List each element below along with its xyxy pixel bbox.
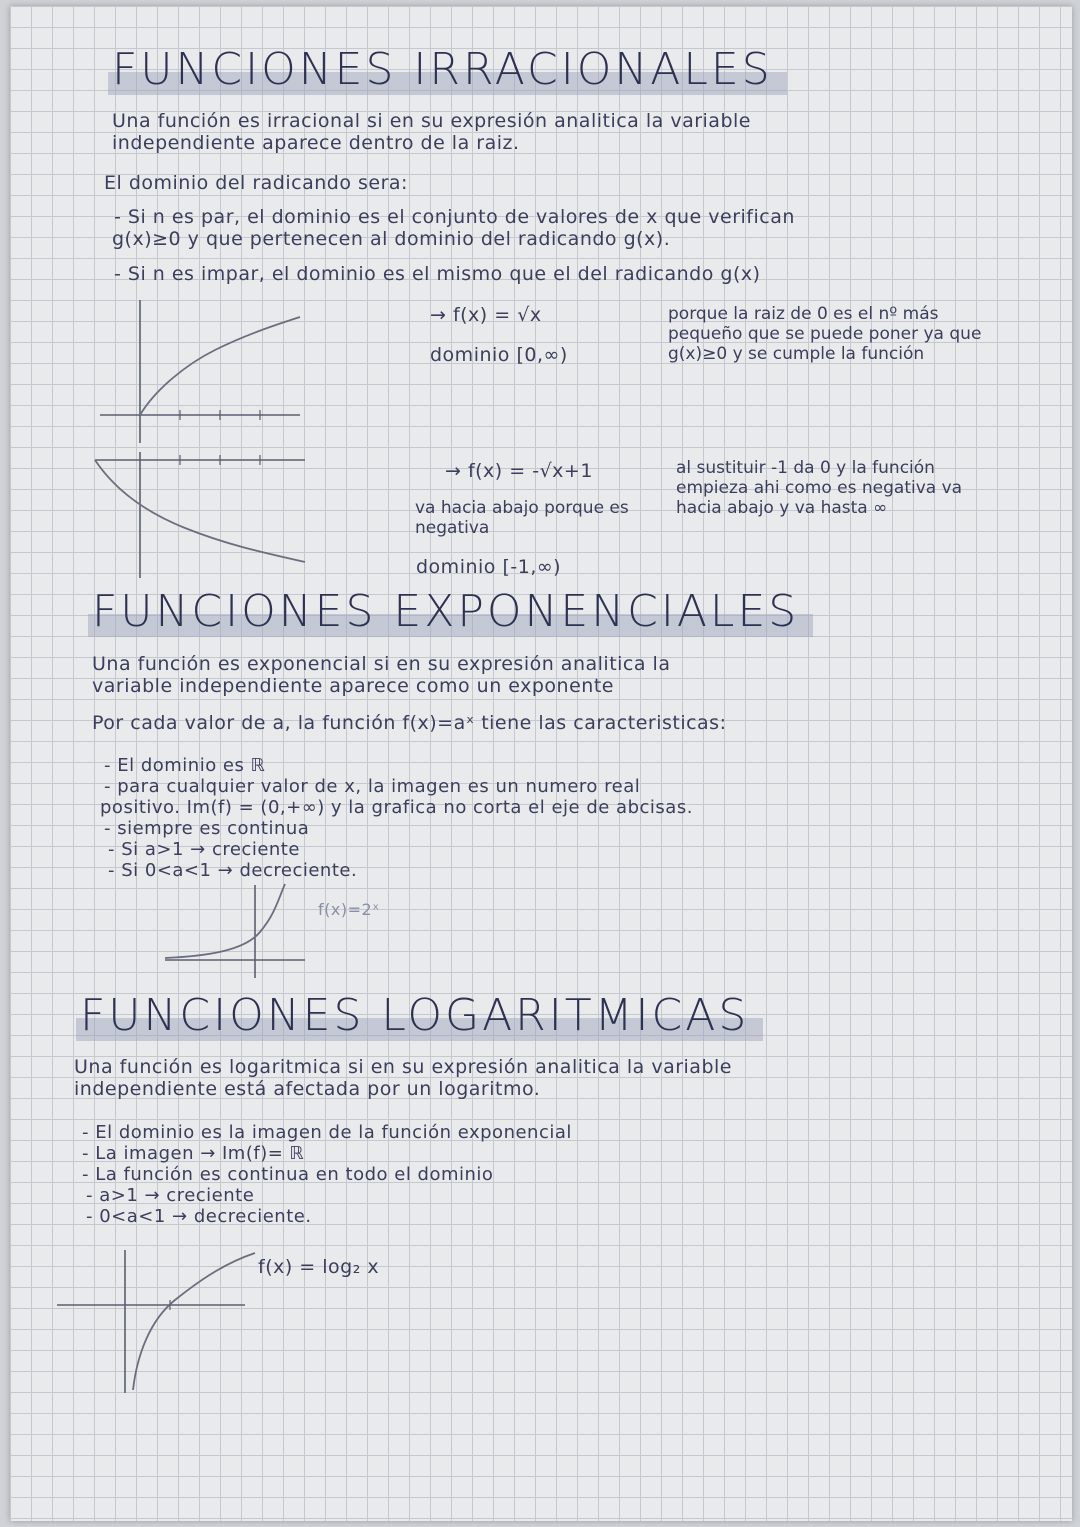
exponential-intro: Por cada valor de a, la función f(x)=aˣ tiene las caracteristicas: <box>92 712 727 734</box>
logarithmic-graph-label: f(x) = log₂ x <box>258 1256 380 1278</box>
graph-neg-sqrt-x-plus-1 <box>90 450 310 580</box>
irrational-definition-line2: independiente aparece dentro de la raiz. <box>112 132 520 154</box>
irrational-rule-even-line2: g(x)≥0 y que pertenecen al dominio del radicando g(x). <box>112 228 671 250</box>
exponential-bullet-5: - Si 0<a<1 → decreciente. <box>108 860 358 881</box>
graph-logarithmic <box>55 1245 255 1395</box>
exponential-bullet-2b: positivo. Im(f) = (0,+∞) y la grafica no corta el eje de abcisas. <box>100 797 693 818</box>
exponential-graph-label: f(x)=2ˣ <box>318 900 380 919</box>
exponential-bullet-3: - siempre es continua <box>104 818 310 839</box>
graph-sqrt-x <box>95 295 305 445</box>
irrational-definition-line1: Una función es irracional si en su expresión analitica la variable <box>112 110 751 132</box>
example2-note-right: al sustituir -1 da 0 y la función empieza ahi como es negativa va hacia abajo y va hasta ∞ <box>676 458 963 518</box>
section-title-irrational: FUNCIONES IRRACIONALES <box>108 44 787 95</box>
exponential-definition-line2: variable independiente aparece como un exponente <box>92 675 614 697</box>
example1-domain: dominio [0,∞) <box>430 344 568 366</box>
logarithmic-bullet-5: - 0<a<1 → decreciente. <box>86 1206 312 1227</box>
example1-formula: → f(x) = √x <box>430 304 542 326</box>
exponential-bullet-1: - El dominio es ℝ <box>104 755 266 776</box>
example2-formula: → f(x) = -√x+1 <box>445 460 593 482</box>
example1-note: porque la raiz de 0 es el nº más pequeño que se puede poner ya que g(x)≥0 y se cumple la función <box>668 304 982 364</box>
section-title-exponential: FUNCIONES EXPONENCIALES <box>88 586 813 637</box>
irrational-rule-odd: - Si n es impar, el dominio es el mismo que el del radicando g(x) <box>114 263 761 285</box>
example2-domain: dominio [-1,∞) <box>416 556 562 578</box>
exponential-bullet-2: - para cualquier valor de x, la imagen es un numero real <box>104 776 641 797</box>
section-title-logarithmic: FUNCIONES LOGARITMICAS <box>76 990 763 1041</box>
logarithmic-bullet-1: - El dominio es la imagen de la función exponencial <box>82 1122 572 1143</box>
exponential-bullet-4: - Si a>1 → creciente <box>108 839 300 860</box>
logarithmic-bullet-3: - La función es continua en todo el dominio <box>82 1164 494 1185</box>
graph-exponential <box>160 880 310 980</box>
logarithmic-bullet-4: - a>1 → creciente <box>86 1185 255 1206</box>
irrational-domain-intro: El dominio del radicando sera: <box>104 172 408 194</box>
irrational-rule-even-line1: - Si n es par, el dominio es el conjunto de valores de x que verifican <box>114 206 795 228</box>
example2-note-left: va hacia abajo porque es negativa <box>415 498 629 538</box>
logarithmic-definition-line1: Una función es logaritmica si en su expresión analitica la variable <box>74 1056 732 1078</box>
exponential-definition-line1: Una función es exponencial si en su expresión analitica la <box>92 653 671 675</box>
logarithmic-definition-line2: independiente está afectada por un logaritmo. <box>74 1078 541 1100</box>
logarithmic-bullet-2: - La imagen → Im(f)= ℝ <box>82 1143 305 1164</box>
